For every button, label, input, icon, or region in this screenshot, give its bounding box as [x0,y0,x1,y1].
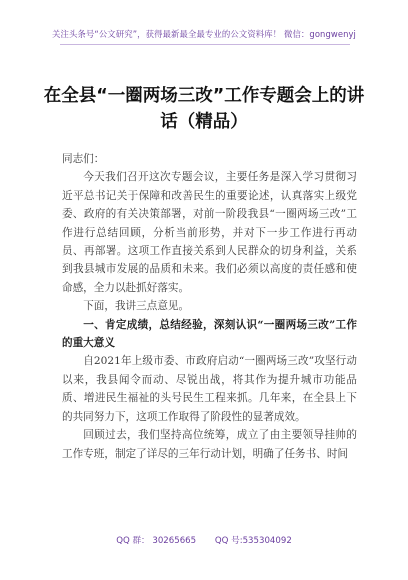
paragraph: 今天我们召开这次专题会议，主要任务是深入学习贯彻习近平总书记关于保障和改善民生的重要论述，认真落实上级党委、政府的有关决策部署，对前一阶段我县“一圈两场三改”工作进行总结回顾，分析当前形势，并对下一步工作进行再动员、再部署。这项工作直接关系到人民群众的切身利益，关系到我县城市发展的品质和未来。我们必须以高度的责任感和使命感，全力以赴抓好落实。 [62,171,357,294]
document-title: 在全县“一圈两场三改”工作专题会上的讲话（精品） [43,86,365,132]
header-banner: 关注头条号“公文研究”，获得最新最全最专业的公文资料库！ 微信：gongwenyj [52,29,356,39]
section-heading: 一、肯定成绩，总结经验，深刻认识“一圈两场三改”工作的重大意义 [62,318,357,350]
header-divider [60,44,350,45]
paragraph: 自2021年上级市委、市政府启动“一圈两场三改”攻坚行动以来，我县闻令而动、尽锐出战，将其作为提升城市功能品质、增进民生福祉的头号民生工程来抓。几年来，在全县上下的共同努力下，这项工作取得了阶段性的显著成效。 [62,355,357,423]
greeting: 同志们： [62,153,105,165]
footer-qq-number: QQ 号:535304092 [214,536,292,546]
paragraph: 下面，我讲三点意见。 [83,300,190,313]
paragraph: 回顾过去，我们坚持高位统筹，成立了由主要领导挂帅的工作专班，制定了详尽的三年行动计划，明确了任务书、时间 [62,429,357,460]
document-body [62,150,357,463]
footer-qq-group: QQ 群： 30265665 [116,536,197,546]
footer [0,534,408,546]
